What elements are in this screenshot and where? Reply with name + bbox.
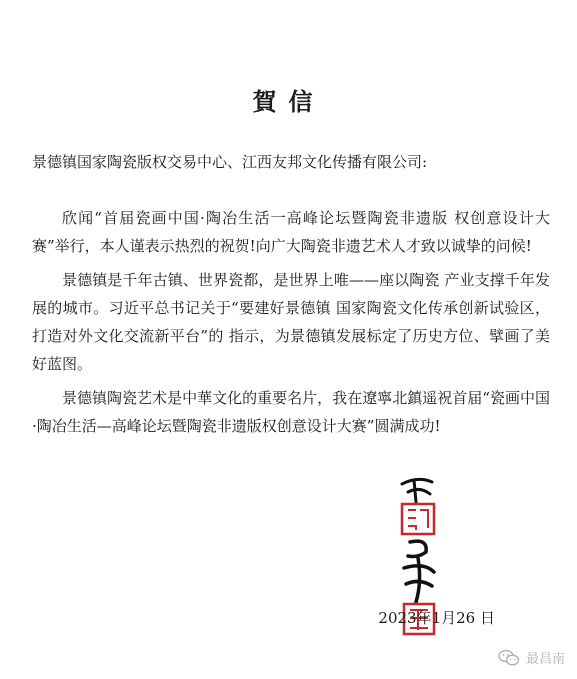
paragraph-3: 景德镇陶瓷艺术是中華文化的重要名片，我在遼寧北鎮遥祝首届“瓷画中国·陶冶生活—高峰论坛暨陶瓷非遗版权创意设计大赛”圆满成功! <box>32 389 550 435</box>
paragraph-2: 景德镇是千年古镇、世界瓷都，是世界上唯——座以陶瓷 产业支撑千年发展的城市。习近平总书记关于“要建好景德镇 国家陶瓷文化传承创新试验区，打造对外文化交流新平台”的 指示，为景德镇发展标定了历史方位、擘画了美好蓝图。 <box>32 271 550 373</box>
watermark-text: 最昌南 <box>525 652 565 667</box>
salutation: 景德镇国家陶瓷版权交易中心、江西友邦文化传播有限公司: <box>32 153 428 171</box>
letter-title: 賀信 <box>252 88 325 116</box>
wechat-icon <box>498 649 520 667</box>
watermark <box>498 648 565 667</box>
paragraph-1: 欣闻“首届瓷画中国·陶冶生活一高峰论坛暨陶瓷非遗版 权创意设计大赛”举行，本人谨表示热烈的祝贺!向广大陶瓷非遗艺术人才致以诚挚的问候! <box>32 209 550 255</box>
letter-body <box>32 204 550 446</box>
letter-date: 2023年1月26 日 <box>378 609 495 627</box>
